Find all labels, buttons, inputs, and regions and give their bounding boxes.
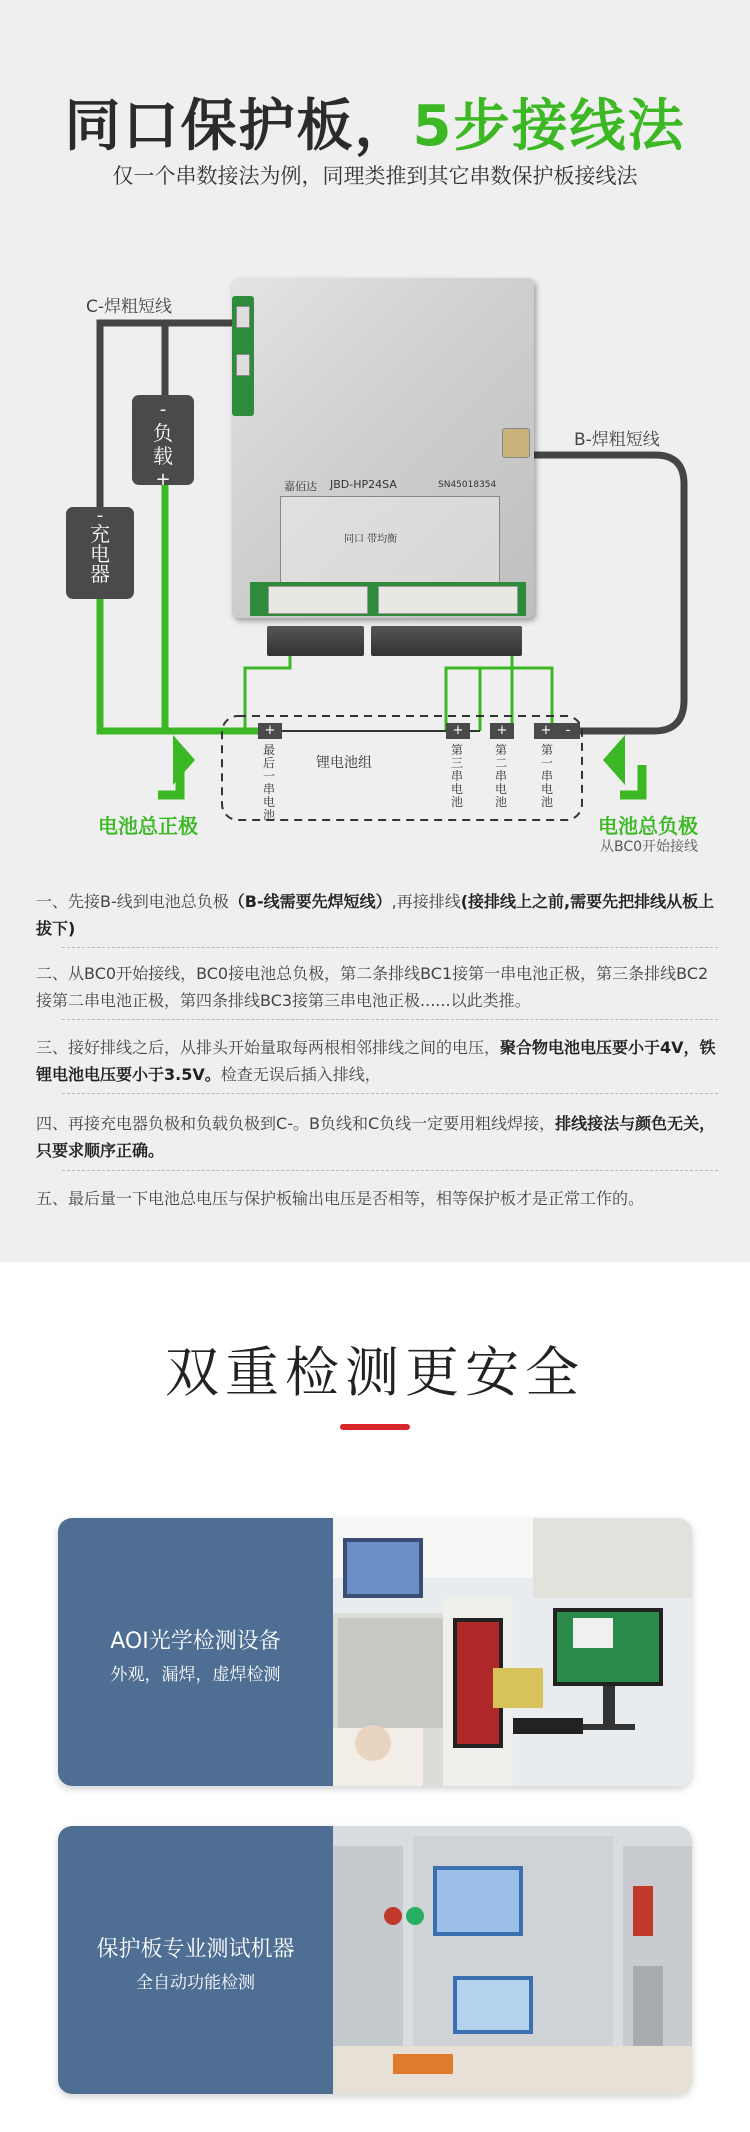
cell1-terminal-plus: + (534, 723, 558, 739)
battery-terminal-plus: + (258, 723, 282, 739)
aoi-card-title: AOI光学检测设备 (110, 1629, 281, 1654)
step-3 (36, 1034, 716, 1088)
board-model: JBD-HP24SA (330, 478, 397, 491)
balance-lead-last (245, 656, 290, 731)
b-wire (534, 455, 684, 731)
step-text: 从BC0开始接线，BC0接电池总负极，第二条排线BC1接第一串电池正极，第三条排线BC2接第二串电池正极，第四条排线BC3接第三串电池正极......以此类推。 (36, 964, 709, 1010)
section-title: 双重检测更安全 (165, 1341, 585, 1404)
title-text: 同口保护板， (64, 94, 413, 159)
step-1 (36, 888, 716, 942)
charger-text-1: 充 (90, 522, 110, 546)
load-text-1: 负 (153, 421, 173, 445)
title-highlight: 5步接线法 (412, 94, 686, 159)
step-text: 接好排线之后，从排头开始量取每两根相邻排线之间的电压， (68, 1038, 501, 1057)
load-plus: + (155, 469, 171, 490)
balance-connector-left (268, 586, 368, 614)
step-text: 检查无误后插入排线， (220, 1065, 381, 1084)
step-text: 先接B-线到电池总负极 (68, 892, 229, 911)
step-text: 再接充电器负极和负载负极到C-。B负线和C负线一定要用粗线焊接， (68, 1114, 556, 1133)
balance-connector-right (378, 586, 518, 614)
tester-card-subtitle: 全自动功能检测 (136, 1973, 255, 1993)
board-mark: 同口 带均衡 (344, 534, 398, 545)
step-divider (62, 947, 718, 948)
b-pad (502, 428, 530, 458)
step-number: 四、 (36, 1114, 69, 1133)
battery-terminal-minus: - (556, 723, 580, 739)
aoi-card-panel (58, 1518, 333, 1786)
load-text-2: 载 (153, 444, 173, 468)
neg-arrow-head (603, 735, 625, 785)
balance-plug-left (267, 626, 364, 656)
charger-box (66, 507, 134, 599)
battery-negative-sublabel: 从BC0开始接线 (600, 839, 699, 855)
cell-label-last: 最后一串电池 (262, 743, 275, 822)
step-number: 五、 (36, 1189, 69, 1208)
battery-negative-label: 电池总负极 (598, 814, 698, 838)
step-number: 二、 (36, 964, 69, 983)
inspection-section (0, 1262, 750, 2132)
title-underline (340, 1424, 410, 1430)
step-number: 三、 (36, 1038, 69, 1057)
load-box (132, 395, 194, 490)
aoi-machine-photo (333, 1518, 692, 1786)
protection-board (232, 278, 534, 618)
charger-text-2: 电 (90, 542, 110, 566)
step-emphasis: (接排线上之前,需要先把排线从板上拔下) (36, 892, 715, 938)
cell-label-2: 第二串电池 (494, 743, 507, 809)
c-wire-label: C-焊粗短线 (86, 297, 173, 317)
b-wire-label: B-焊粗短线 (574, 430, 660, 450)
battery-positive-label: 电池总正极 (98, 814, 198, 838)
balance-plug-right (371, 626, 522, 656)
battery-group-label: 锂电池组 (316, 755, 372, 771)
c-pad-2 (236, 354, 250, 376)
charger-minus: - (96, 505, 104, 526)
load-minus: - (159, 399, 167, 420)
c-pad (236, 306, 250, 328)
step-emphasis: （B-线需要先焊短线） (228, 892, 392, 911)
aoi-card (58, 1518, 692, 1786)
tester-card (58, 1826, 692, 2094)
step-number: 一、 (36, 892, 69, 911)
step-divider (62, 1093, 718, 1094)
board-serial: SN45018354 (438, 480, 497, 490)
board-brand: 嘉佰达 (284, 480, 317, 493)
step-5 (36, 1185, 716, 1212)
aoi-card-subtitle: 外观，漏焊，虚焊检测 (110, 1665, 281, 1685)
page-subtitle: 仅一个串数接法为例，同理类推到其它串数保护板接线法 (112, 164, 638, 188)
cell2-terminal-plus: + (490, 723, 514, 739)
step-text: ,再接排线 (391, 892, 461, 911)
tester-card-panel (58, 1826, 333, 2094)
step-4 (36, 1110, 716, 1164)
cell-label-3: 第三串电池 (450, 743, 463, 809)
cell-label-1: 第一串电池 (540, 743, 553, 809)
cell3-terminal-plus: + (446, 723, 470, 739)
step-divider (62, 1019, 718, 1020)
step-divider (62, 1170, 718, 1171)
tester-machine-photo (333, 1826, 692, 2094)
charger-text-3: 器 (90, 562, 110, 586)
step-2 (36, 960, 716, 1014)
balance-leads (446, 656, 552, 731)
step-emphasis: 排线接法与颜色无关，只要求顺序正确。 (36, 1114, 716, 1160)
tester-card-title: 保护板专业测试机器 (96, 1937, 295, 1962)
step-text: 最后量一下电池总电压与保护板输出电压是否相等，相等保护板才是正常工作的。 (68, 1189, 645, 1208)
step-emphasis: 聚合物电池电压要小于4V，铁锂电池电压要小于3.5V。 (36, 1038, 716, 1084)
